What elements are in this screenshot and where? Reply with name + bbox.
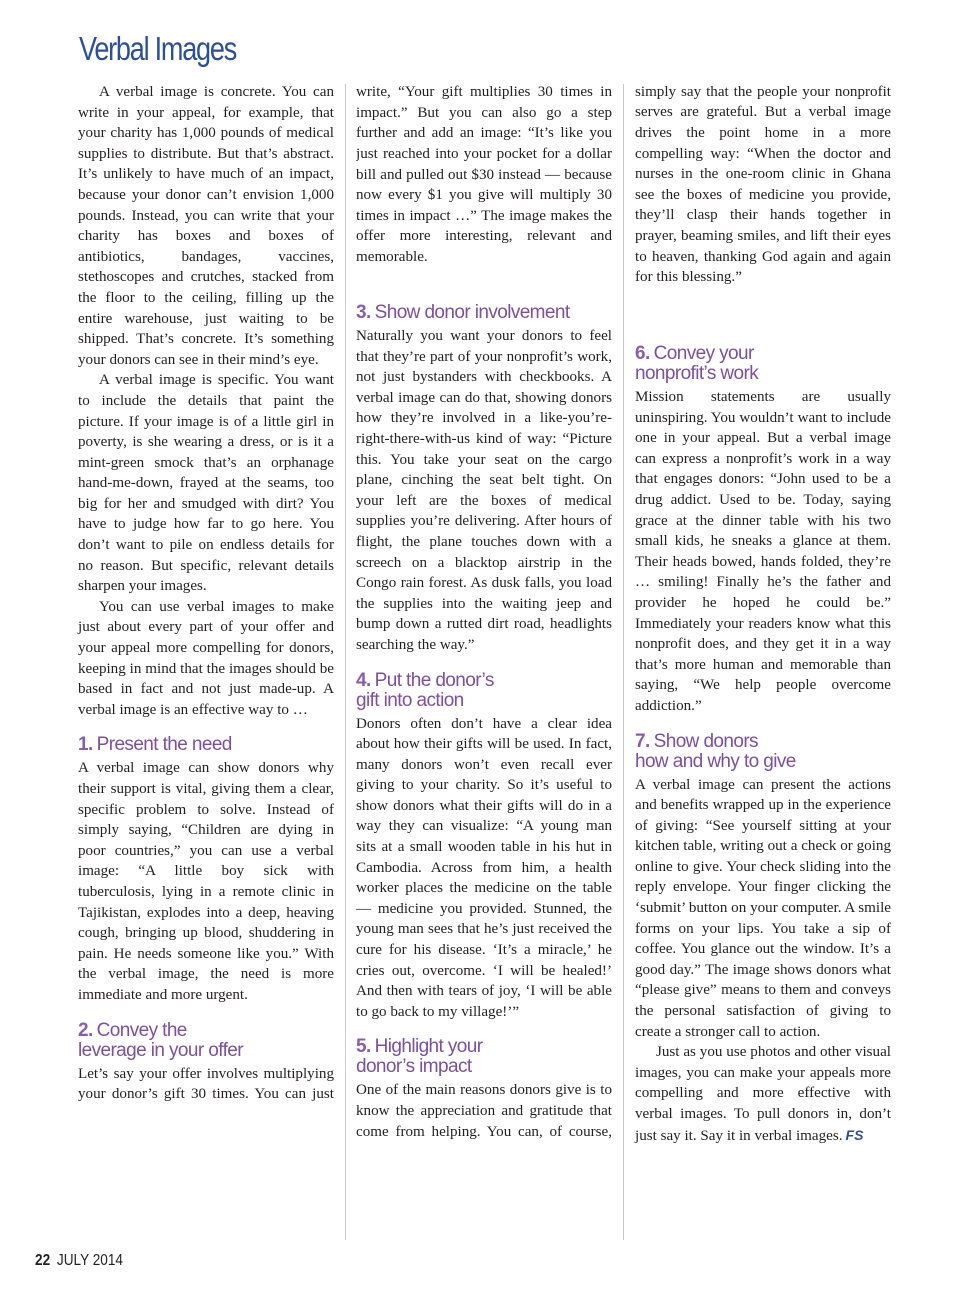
section-body-6: Mission statements are usually uninspiring. You wouldn’t want to include one in your appeal. But a verbal image can express a nonprofit’s work in a way that engages donors: “John used to be a drug addict. Used to be. Today, saying grace at the dinner table with his two small kids, he sneaks a glance at them. Their heads bowed, hands folded, they’re … smiling! Finally he’s the father and provider he hoped he could be.” Immediately your readers know what this nonprofit does, and they get it in a way that’s more human and memorable than saying, “We help people overcome addiction.” xyxy=(635,389,891,714)
section-body-2-continued: write, “Your gift multiplies 30 times in impact.” But you can also go a step further and add an image: “It’s like you just reached into your pocket for a dollar bill and pulled out $30 instead — because now every $1 you give will multiply 30 times in impact …” The image makes the offer more interesting, relevant and memorable. xyxy=(356,84,612,265)
issue-date: JULY 2014 xyxy=(56,1252,123,1269)
intro-paragraph: A verbal image is specific. You want to include the details that paint the picture. If your image is of a little girl in poverty, is she wearing a dress, or is it a mint-green smock that’s an orphanage hand-me-down, frayed at the seams, too big for her and smudged with dirt? You have to judge how far to go here. You don’t want to pile on endless details for no reason. But specific, relevant details sharpen your images. xyxy=(78,372,334,595)
section-body-1: A verbal image can show donors why their support is vital, giving them a clear, specific problem to solve. Instead of simply saying, “Children are dying in poor countries,” you can use a verbal image: “A little boy sick with tuberculosis, lying in a remote clinic in Tajikistan, explodes into a deep, heaving cough, bringing up blood, shuddering in pain. He needs someone like you.” With the verbal image, the need is more immediate and more urgent. xyxy=(78,760,334,1003)
section-heading-7: 7. Show donors how and why to give xyxy=(635,730,796,772)
section-body-5-continued: simply say that the people your nonprofit serves are grateful. But a verbal image drives the point home in a more compelling way: “When the doctor and nurses in the one-room clinic in Ghana see the boxes of medicine you provide, they’ll clasp their hands together in prayer, beaming smiles, and lift their eyes to heaven, thanking God again and again for this blessing.” xyxy=(635,83,891,286)
section-body-2-wrap xyxy=(78,1064,334,1105)
section-heading-2: 2. Convey the leverage in your offer xyxy=(78,1019,243,1061)
section-heading-5: 5. Highlight your donor’s impact xyxy=(356,1036,483,1078)
closing-paragraph: Just as you use photos and other visual images, you can make your appeals more compelling and more effective with verbal images. To pull donors in, don’t just say it. Say it in verbal images. FS xyxy=(635,1044,891,1144)
column-divider xyxy=(623,84,624,1240)
section-body-7: A verbal image can present the actions and benefits wrapped up in the experience of giving: “See yourself sitting at your kitchen table, writing out a check or going online to give. Your check sliding into the reply envelope. Your finger clicking the ‘submit’ button on your computer. A smile forms on your lips. You take a sip of coffee. You glance out the window. It’s a good day.” The image shows donors what “please give” means to them and conveys the personal satisfaction of giving to create a stronger call to action. xyxy=(635,776,891,1040)
section-body-2-continued-wrap xyxy=(356,82,612,288)
section-heading-4: 4. Put the donor’s gift into action xyxy=(356,669,494,711)
page-number: 22 xyxy=(35,1252,51,1269)
intro-paragraph: You can use verbal images to make just about every part of your offer and your appeal more compelling for donors, keeping in mind that the images should be based in fact and not just made-up. A verbal image is an effective way to … xyxy=(78,598,334,718)
section-body-3: Naturally you want your donors to feel that they’re part of your nonprofit’s work, not just bystanders with checkbooks. A verbal image can do that, showing donors how they’re involved in a like-you’re-right-there-with-us kind of way: “Picture this. You take your seat on the cargo plane, cinching the seat belt tight. On your left are the boxes of medical supplies you’re delivering. After hours of flight, the plane touches down with a screech on a blacktop airstrip in the Congo rain forest. As dusk falls, you load the supplies into the waiting jeep and bump down a rutted dirt road, headlights searching the way.” xyxy=(356,328,612,653)
section-heading-1: 1. Present the need xyxy=(78,734,232,756)
page-footer xyxy=(35,1252,123,1270)
section-body-4: Donors often don’t have a clear idea about how their gifts will be used. In fact, many donors won’t even recall ever giving to your charity. So it’s useful to show donors what their gifts will do in a way they can visualize: “A young man sits at a small wooden table in his hut in Cambodia. Across from him, a health worker places the medicine on the table — medicine you provided. Stunned, the young man sees that he’s just received the cure for his disease. ‘It’s a miracle,’ he cries out, overcome. ‘I will be healed!’ And then with tears of joy, ‘I will be able to go back to my village!’” xyxy=(356,715,612,1020)
section-body-2: Let’s say your offer involves multiplying your donor’s gift 30 times. You can just xyxy=(78,1065,334,1103)
intro-paragraph: A verbal image is concrete. You can write in your appeal, for example, that your charity has 1,000 pounds of medical supplies to distribute. But that’s abstract. It’s unlikely to have much of an impact, because your donor can’t envision 1,000 pounds. Instead, you can write that your charity has boxes and boxes of antibiotics, bandages, vaccines, stethoscopes and crutches, stacked from the floor to the ceiling, filling up the entire warehouse, just waiting to be shipped. That’s concrete. It’s something your donors can see in their mind’s eye. xyxy=(78,84,334,368)
section-heading-6: 6. Convey your nonprofit’s work xyxy=(635,343,759,384)
column-divider xyxy=(345,84,346,1240)
signature-mark: FS xyxy=(845,1126,864,1143)
column-3 xyxy=(635,82,891,1146)
section-body-5: One of the main reasons donors give is to know the appreciation and gratitude that come from helping. You can, of course, xyxy=(356,1082,612,1140)
column-1 xyxy=(78,82,334,1105)
column-2 xyxy=(356,82,612,1142)
section-body-5-continued-wrap xyxy=(635,82,891,329)
page-title: Verbal Images xyxy=(79,30,237,67)
section-heading-3: 3. Show donor involvement xyxy=(356,302,570,323)
section-body-5-wrap xyxy=(356,1080,612,1142)
